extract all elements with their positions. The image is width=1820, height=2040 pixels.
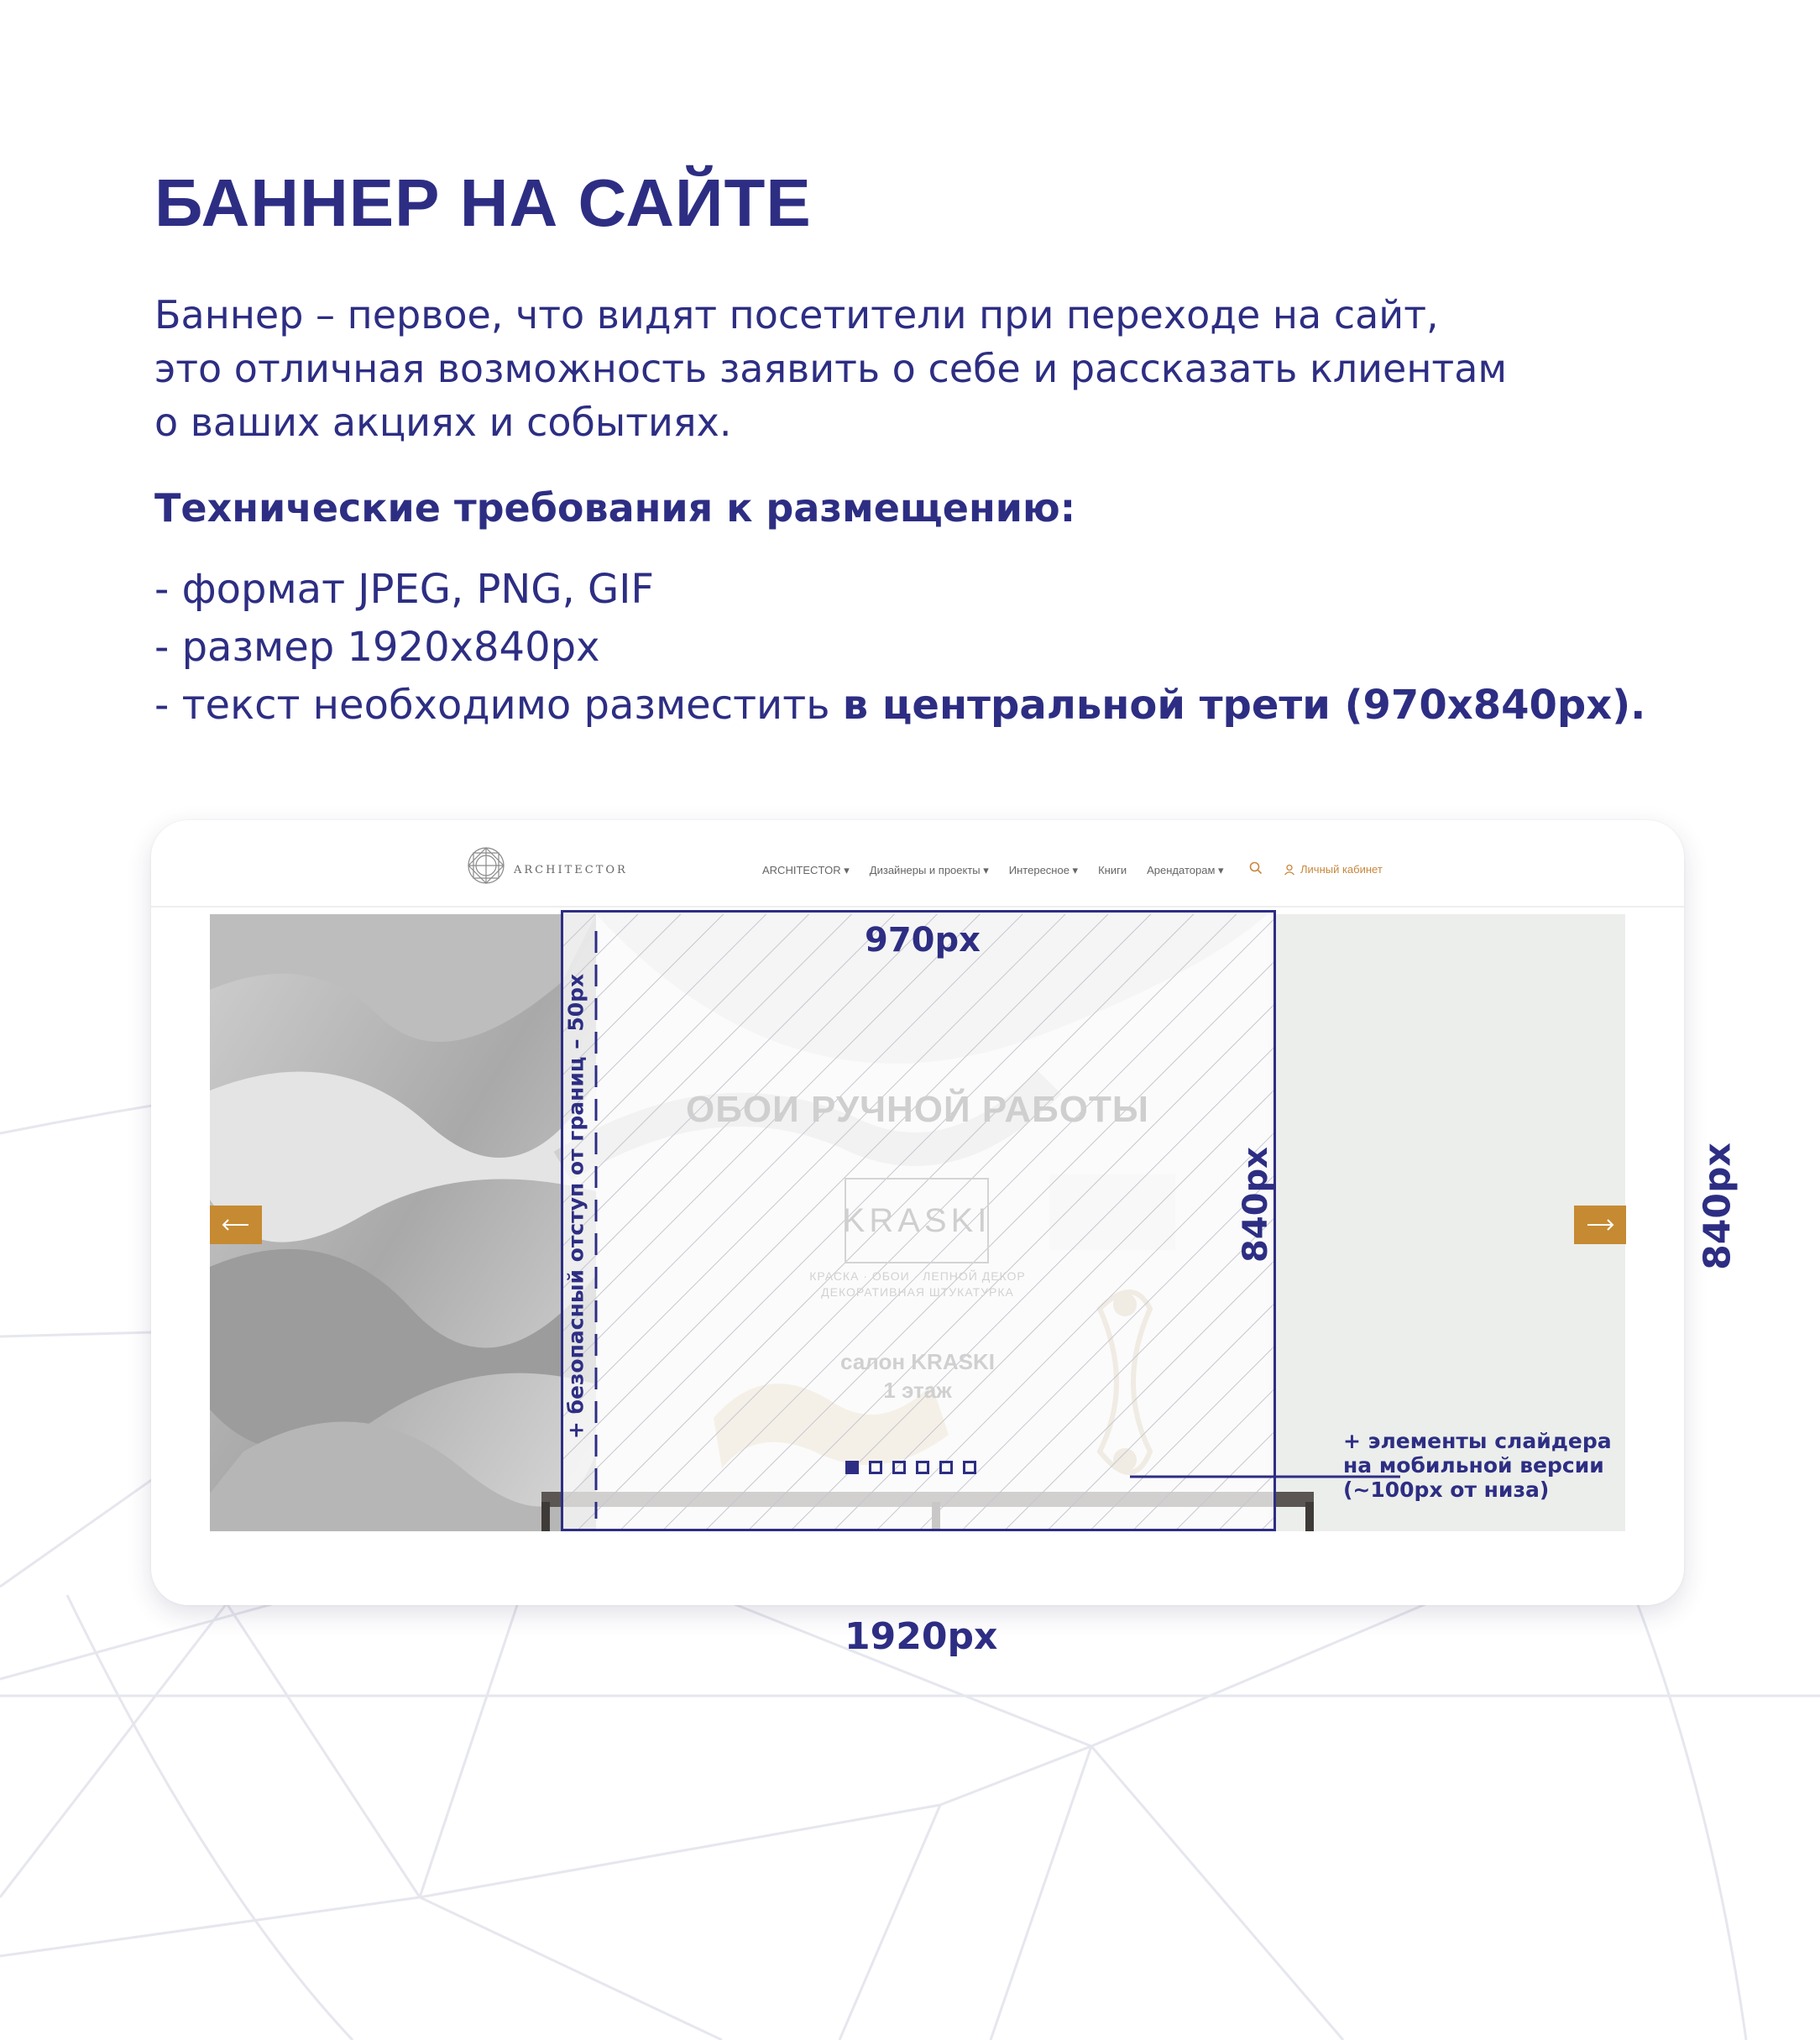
requirement-size: [154, 619, 1645, 677]
requirements-list: [154, 561, 1645, 735]
requirement-bold: в центральной трети (970х840px).: [842, 682, 1646, 729]
slider-dot[interactable]: [916, 1461, 929, 1474]
banner-salon: салон KRASKI: [840, 1349, 995, 1374]
intro-line: это отличная возможность заявить о себе и рассказать клиентам: [154, 346, 1508, 391]
site-logo-text[interactable]: ARCHITECTOR: [514, 864, 628, 876]
account-link[interactable]: [1284, 863, 1383, 876]
slider-dot[interactable]: [869, 1461, 882, 1474]
width-1920-label: 1920px: [845, 1615, 998, 1658]
slider-elements-note: [1343, 1429, 1612, 1502]
slider-prev-button[interactable]: [210, 1206, 262, 1244]
requirement-text: - размер 1920х840px: [154, 624, 600, 671]
slider-dots: [845, 1461, 976, 1474]
requirement-format: [154, 561, 1645, 619]
kraski-logo-text: KRASKI: [842, 1201, 991, 1239]
account-label: Личный кабинет: [1300, 863, 1383, 876]
search-icon[interactable]: [1248, 860, 1263, 876]
banner-title: ОБОИ РУЧНОЙ РАБОТЫ: [686, 1089, 1149, 1130]
height-840-inner-label: 840px: [1237, 1147, 1275, 1263]
arrow-right-icon: [1586, 1219, 1614, 1231]
nav-item-books[interactable]: Книги: [1098, 864, 1127, 876]
mandala-logo-icon: [466, 845, 506, 886]
requirement-text-area: [154, 677, 1645, 735]
banner-tagline: ДЕКОРАТИВНАЯ ШТУКАТУРКА: [821, 1285, 1014, 1299]
requirement-text: - формат JPEG, PNG, GIF: [154, 566, 654, 613]
intro-paragraph: [154, 288, 1624, 449]
slider-dot[interactable]: [845, 1461, 859, 1474]
slider-dot[interactable]: [939, 1461, 953, 1474]
height-840-outer-label: 840px: [1696, 1143, 1739, 1270]
banner-floor: 1 этаж: [883, 1378, 952, 1403]
safe-margin-note: + безопасный отступ от границ – 50px: [563, 973, 588, 1440]
website-mockup: [151, 820, 1684, 1605]
site-nav: [762, 864, 1224, 877]
slider-dot[interactable]: [963, 1461, 976, 1474]
nav-item-architector[interactable]: ARCHITECTOR ▾: [762, 864, 850, 876]
slider-note-line: (~100px от низа): [1343, 1478, 1550, 1502]
nav-item-tenants[interactable]: Арендаторам ▾: [1147, 864, 1224, 876]
slider-dot[interactable]: [892, 1461, 906, 1474]
requirement-text: - текст необходимо разместить: [154, 682, 843, 729]
user-icon: [1284, 864, 1295, 876]
arrow-left-icon: [222, 1219, 250, 1231]
slider-next-button[interactable]: [1574, 1206, 1626, 1244]
intro-line: Баннер – первое, что видят посетители при переходе на сайт,: [154, 292, 1439, 337]
requirements-title: Технические требования к размещению:: [154, 485, 1076, 531]
slider-note-line: на мобильной версии: [1343, 1453, 1604, 1478]
safe-zone-frame: [561, 910, 1276, 1531]
page-title: БАННЕР НА САЙТЕ: [154, 165, 812, 240]
site-header: [151, 820, 1684, 908]
width-970-label: 970px: [865, 921, 981, 960]
intro-line: о ваших акциях и событиях.: [154, 400, 732, 445]
nav-item-interesting[interactable]: Интересное ▾: [1008, 864, 1079, 876]
nav-item-designers[interactable]: Дизайнеры и проекты ▾: [869, 864, 989, 876]
banner-tagline: КРАСКА · ОБОИ · ЛЕПНОЙ ДЕКОР: [809, 1269, 1026, 1283]
slider-note-line: + элементы слайдера: [1343, 1429, 1612, 1453]
